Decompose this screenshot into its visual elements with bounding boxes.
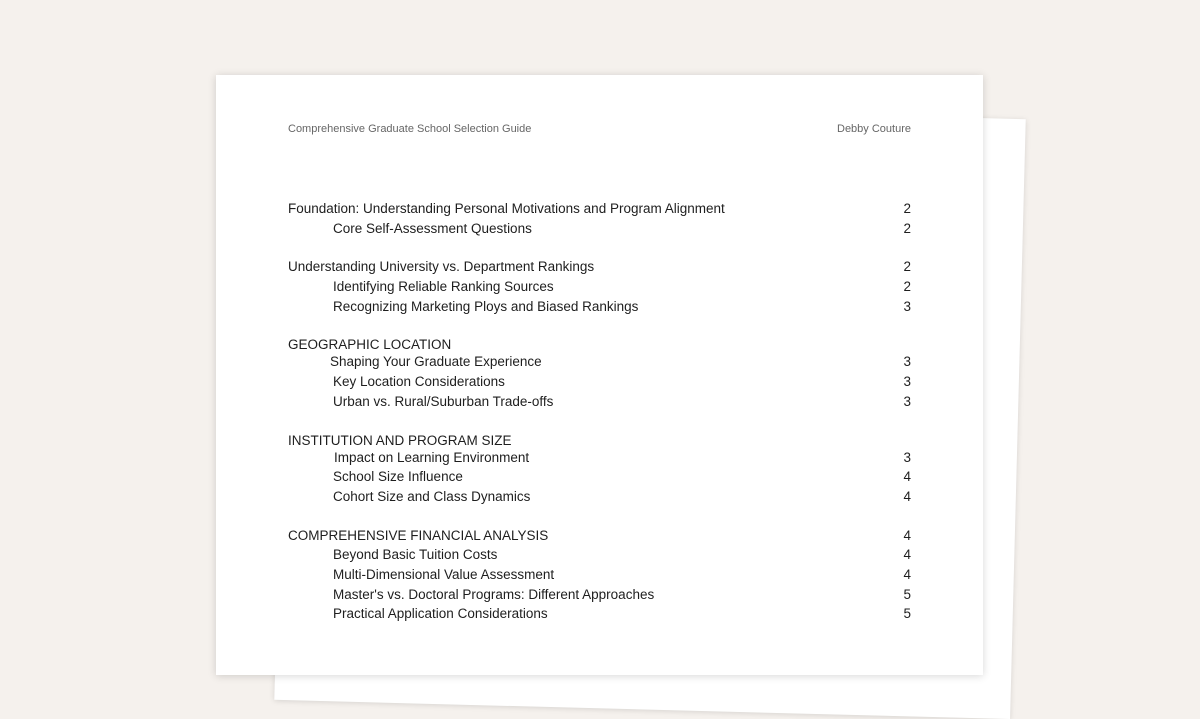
toc-subentry-label: Impact on Learning Environment [334,449,530,465]
toc-heading: Foundation: Understanding Personal Motivations and Program Alignment [288,201,725,216]
toc-subentry[interactable] [288,545,911,565]
toc-subentry-label: Core Self-Assessment Questions [333,220,532,236]
toc-subentry-label: Key Location Considerations [333,374,505,390]
toc-subentry[interactable] [288,565,911,585]
toc-page-number [881,335,911,352]
toc-entry[interactable] [288,257,911,277]
toc-subentry[interactable] [288,604,911,624]
running-header [288,123,911,135]
toc-section-institution-size [288,431,911,507]
toc-page-number: 2 [903,220,911,236]
toc-subentry-label: Multi-Dimensional Value Assessment [333,566,555,582]
toc-entry[interactable] [288,526,911,546]
toc-section-foundation [288,199,911,238]
toc-page-number: 2 [903,259,911,275]
toc-page-number: 4 [903,527,911,543]
toc-subentry[interactable] [288,487,911,507]
toc-page-number: 2 [903,279,911,295]
toc-subentry[interactable] [288,585,911,605]
document-page [216,75,983,675]
toc-subentry-label: Practical Application Considerations [333,606,548,622]
toc-heading: COMPREHENSIVE FINANCIAL ANALYSIS [288,527,549,543]
toc-subentry[interactable] [288,297,911,317]
toc-section-geographic-location [288,335,911,411]
toc-section-financial-analysis [288,526,911,624]
toc-subentry[interactable] [288,392,911,412]
toc-subentry[interactable] [288,352,911,372]
toc-page-number: 5 [903,606,911,622]
document-author: Debby Couture [837,123,911,135]
table-of-contents [288,199,911,643]
toc-heading: INSTITUTION AND PROGRAM SIZE [288,432,512,448]
toc-subentry[interactable] [288,219,911,239]
toc-entry[interactable] [288,199,911,219]
toc-heading: GEOGRAPHIC LOCATION [288,337,452,353]
toc-subentry-label: Identifying Reliable Ranking Sources [333,279,554,295]
toc-entry[interactable] [288,431,911,448]
toc-subentry[interactable] [288,277,911,297]
toc-subentry[interactable] [288,467,911,487]
toc-heading: Understanding University vs. Department Rankings [288,259,595,275]
toc-page-number: 3 [903,449,911,465]
toc-page-number: 3 [903,354,911,370]
toc-subentry[interactable] [288,372,911,392]
toc-page-number: 3 [903,393,911,409]
toc-page-number: 4 [903,547,911,563]
toc-subentry-label: School Size Influence [333,469,463,485]
toc-page-number: 4 [903,469,911,485]
toc-page-number: 5 [903,586,911,602]
toc-page-number: 2 [903,201,911,216]
toc-subentry-label: Shaping Your Graduate Experience [330,354,542,370]
document-title: Comprehensive Graduate School Selection Guide [288,123,532,135]
toc-entry[interactable] [288,335,911,352]
toc-subentry-label: Cohort Size and Class Dynamics [333,488,531,504]
toc-page-number: 4 [903,566,911,582]
toc-subentry-label: Beyond Basic Tuition Costs [333,547,498,563]
toc-page-number: 3 [903,298,911,314]
toc-subentry-label: Recognizing Marketing Ploys and Biased Rankings [333,298,639,314]
toc-subentry[interactable] [288,448,911,468]
toc-page-number: 4 [903,488,911,504]
toc-subentry-label: Urban vs. Rural/Suburban Trade-offs [333,393,554,409]
toc-section-rankings [288,257,911,316]
toc-page-number: 3 [903,374,911,390]
toc-subentry-label: Master's vs. Doctoral Programs: Different Approaches [333,586,655,602]
toc-page-number [881,431,911,448]
